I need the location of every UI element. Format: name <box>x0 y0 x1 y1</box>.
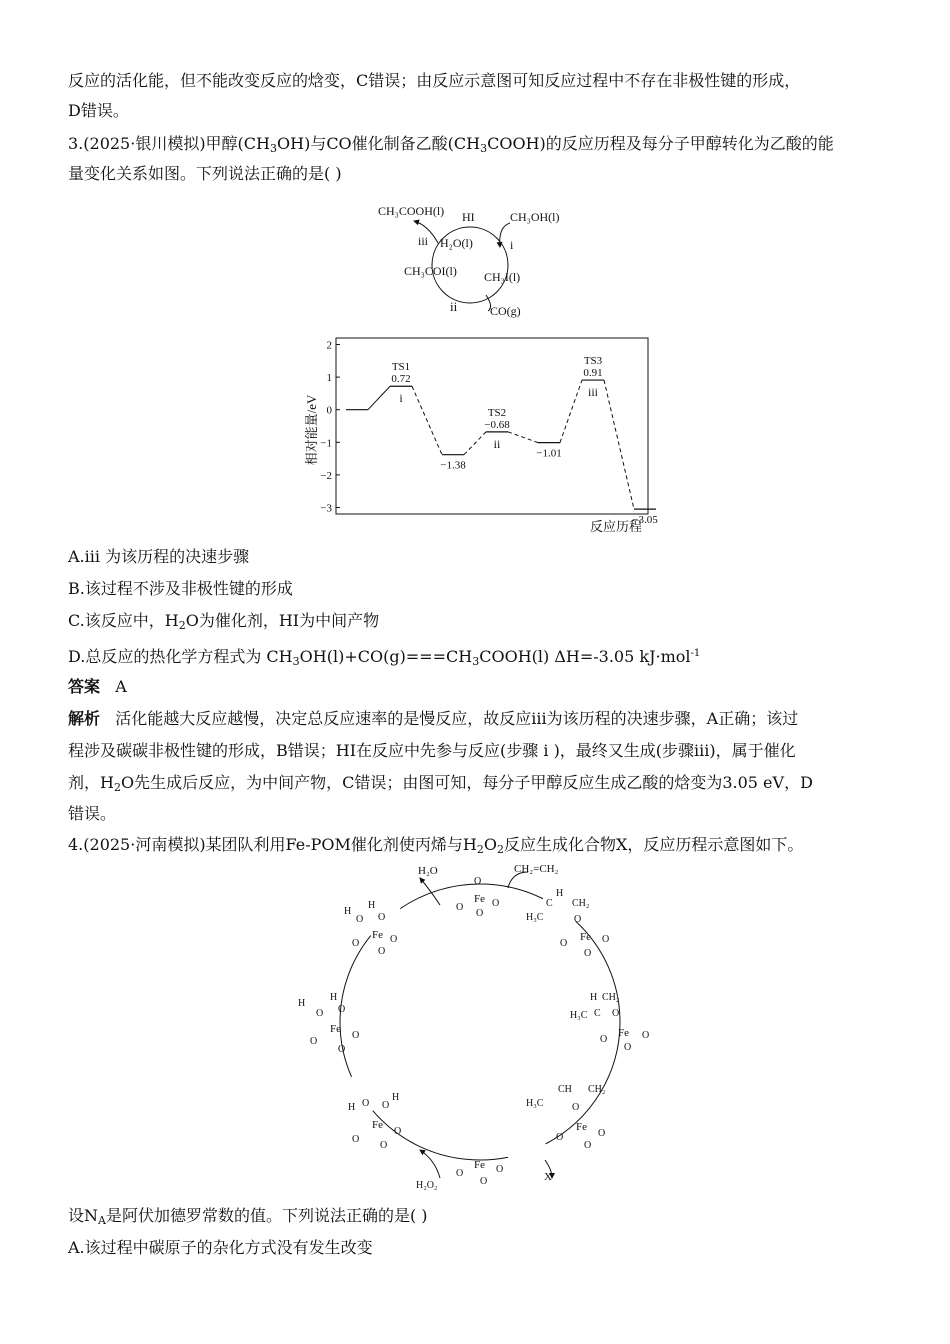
question-3-stem: 3.(2025·银川模拟)甲醇$(CH_3OH)$与CO催化制备乙酸$(CH_3COOH)$的反应历程及每分子甲醇转化为乙酸的能 <box>68 134 834 155</box>
svg-text:O: O <box>560 938 568 949</box>
svg-text:O: O <box>642 1030 650 1041</box>
svg-text:O: O <box>574 914 582 925</box>
value-label: −0.68 <box>484 418 510 431</box>
svg-text:O: O <box>598 1128 606 1139</box>
svg-text:CH₂: CH₂ <box>572 898 590 909</box>
svg-text:Fe: Fe <box>372 929 383 941</box>
value-label: −1.38 <box>440 459 466 472</box>
y-tick-label: 1 <box>326 372 332 385</box>
cycle-co: CO(g) <box>490 304 521 318</box>
svg-text:Fe: Fe <box>580 931 591 943</box>
svg-text:H₃C: H₃C <box>570 1010 588 1021</box>
svg-text:CH₂: CH₂ <box>588 1084 606 1095</box>
option-c: C.该反应中，$H_2O$为催化剂，HI为中间产物 <box>68 611 380 632</box>
cycle-step-iii: iii <box>418 234 429 248</box>
propene-label: CH₂=CH₂ <box>514 863 559 875</box>
svg-text:O: O <box>378 912 386 923</box>
svg-text:C: C <box>546 898 553 909</box>
y-tick-label: 2 <box>326 339 332 352</box>
svg-text:O: O <box>476 908 484 919</box>
energy-connector <box>604 380 634 509</box>
svg-text:H: H <box>590 992 598 1003</box>
cycle-h2o: H₂O(l) <box>440 236 473 250</box>
svg-text:O: O <box>624 1042 632 1053</box>
svg-text:O: O <box>480 1176 488 1187</box>
svg-text:O: O <box>584 948 592 959</box>
svg-text:O: O <box>310 1036 318 1047</box>
cycle-ch3coi: CH₃COI(l) <box>404 264 457 278</box>
value-label: −3.05 <box>632 514 658 527</box>
cycle-ch3i: CH₃I(l) <box>484 270 521 284</box>
svg-text:H: H <box>330 992 338 1003</box>
svg-text:H₃C: H₃C <box>526 912 544 923</box>
cycle-step-i: i <box>510 238 514 252</box>
svg-text:Fe: Fe <box>576 1121 587 1133</box>
ts-label: TS2 <box>487 406 507 419</box>
energy-connector <box>560 380 582 443</box>
svg-text:O: O <box>474 876 482 887</box>
y-tick-label: 0 <box>326 404 332 417</box>
question-4-option-a: A.该过程中碳原子的杂化方式没有发生改变 <box>68 1238 373 1257</box>
svg-text:Fe: Fe <box>474 1159 485 1171</box>
y-tick-label: −1 <box>320 437 332 450</box>
svg-text:H₃C: H₃C <box>526 1098 544 1109</box>
cycle-step-ii: ii <box>450 299 458 314</box>
step-label: ii <box>493 436 501 451</box>
svg-text:O: O <box>390 934 398 945</box>
svg-text:H: H <box>298 998 306 1009</box>
svg-text:CH₂: CH₂ <box>602 992 620 1003</box>
svg-text:H: H <box>368 900 376 911</box>
chart-xlabel: 反应历程 <box>589 519 643 534</box>
y-tick-label: −2 <box>320 469 332 482</box>
question-4-stem: 4.(2025·河南模拟)某团队利用Fe-POM催化剂使丙烯与$H_2O_2$反应生成化合物X，反应历程示意图如下。 <box>68 835 804 856</box>
text-line: 反应的活化能，但不能改变反应的焓变，C错误；由反应示意图可知反应过程中不存在非极性键的形成， <box>68 71 801 90</box>
value-label: 0.72 <box>391 373 411 386</box>
text-line: D错误。 <box>68 101 129 120</box>
svg-text:O: O <box>338 1004 346 1015</box>
ts-label: TS3 <box>583 355 603 368</box>
question-3-stem-cont: 量变化关系如图。下列说法正确的是( ) <box>68 164 342 183</box>
svg-text:H: H <box>556 888 564 899</box>
energy-connector <box>508 432 538 443</box>
product-x-label: X <box>544 1171 552 1183</box>
svg-text:O: O <box>394 1126 402 1137</box>
svg-text:Fe: Fe <box>330 1023 341 1035</box>
svg-text:O: O <box>612 1008 620 1019</box>
svg-text:H: H <box>348 1102 356 1113</box>
cycle-ch3oh: CH₃OH(l) <box>510 210 560 224</box>
svg-text:O: O <box>356 914 364 925</box>
fe-pom-cycle-diagram <box>290 860 670 1190</box>
svg-text:O: O <box>496 1164 504 1175</box>
svg-text:H: H <box>344 906 352 917</box>
energy-connector <box>368 386 390 409</box>
chart-ylabel: 相对能量/eV <box>304 394 319 466</box>
svg-text:O: O <box>456 902 464 913</box>
svg-text:O: O <box>382 1100 390 1111</box>
analysis-line-2: 程涉及碳碳非极性键的形成，B错误；HI在反应中先参与反应(步骤 i )，最终又生成(步骤iii)，属于催化 <box>68 741 796 760</box>
value-label: 0.91 <box>583 367 603 380</box>
analysis-line-4: 错误。 <box>68 804 117 823</box>
y-tick-label: −3 <box>320 502 332 515</box>
energy-connector <box>464 432 486 455</box>
svg-text:O: O <box>492 898 500 909</box>
svg-text:O: O <box>352 1134 360 1145</box>
svg-text:O: O <box>456 1168 464 1179</box>
svg-text:H: H <box>392 1092 400 1103</box>
svg-text:O: O <box>352 1030 360 1041</box>
question-4-question: 设$N_A$是阿伏加德罗常数的值。下列说法正确的是( ) <box>68 1206 428 1227</box>
energy-profile-chart <box>300 330 660 540</box>
option-d: D.总反应的热化学方程式为 $CH_3OH(l)+CO(g)===CH_3COOH(l)$ ΔH=-3.05 kJ·mol$^{-1}$ <box>68 647 701 668</box>
h2o2-in-label: H₂O₂ <box>416 1180 438 1190</box>
h2o-out-label: H₂O <box>418 865 438 877</box>
svg-text:O: O <box>572 1102 580 1113</box>
svg-text:O: O <box>600 1034 608 1045</box>
svg-text:CH: CH <box>558 1084 572 1095</box>
svg-text:O: O <box>378 946 386 957</box>
step-label: i <box>399 391 403 406</box>
svg-text:O: O <box>362 1098 370 1109</box>
svg-text:O: O <box>556 1132 564 1143</box>
value-label: −1.01 <box>536 447 562 460</box>
svg-text:O: O <box>602 934 610 945</box>
option-a: A.iii 为该历程的决速步骤 <box>68 547 250 566</box>
option-b: B.该过程不涉及非极性键的形成 <box>68 579 293 598</box>
svg-text:Fe: Fe <box>474 893 485 905</box>
cycle-hi: HI <box>462 210 475 224</box>
svg-text:Fe: Fe <box>372 1119 383 1131</box>
svg-text:Fe: Fe <box>618 1027 629 1039</box>
svg-text:C: C <box>594 1008 601 1019</box>
ts-label: TS1 <box>391 361 411 374</box>
step-label: iii <box>587 385 599 400</box>
svg-text:O: O <box>338 1044 346 1055</box>
svg-text:O: O <box>316 1008 324 1019</box>
reaction-cycle-diagram <box>370 195 570 325</box>
answer: 答案 A <box>68 677 127 696</box>
cycle-ch3cooh: CH₃COOH(l) <box>378 204 445 218</box>
analysis-line-3: 剂，$H_2O$先生成后反应，为中间产物，C错误；由图可知，每分子甲醇反应生成乙酸的焓变为3.05 eV，D <box>68 773 813 794</box>
svg-text:O: O <box>584 1140 592 1151</box>
analysis-line-1: 解析 活化能越大反应越慢，决定总反应速率的是慢反应，故反应iii为该历程的决速步骤，A正确；该过 <box>68 709 799 728</box>
energy-connector <box>412 386 442 454</box>
svg-text:O: O <box>352 938 360 949</box>
svg-text:O: O <box>380 1140 388 1151</box>
